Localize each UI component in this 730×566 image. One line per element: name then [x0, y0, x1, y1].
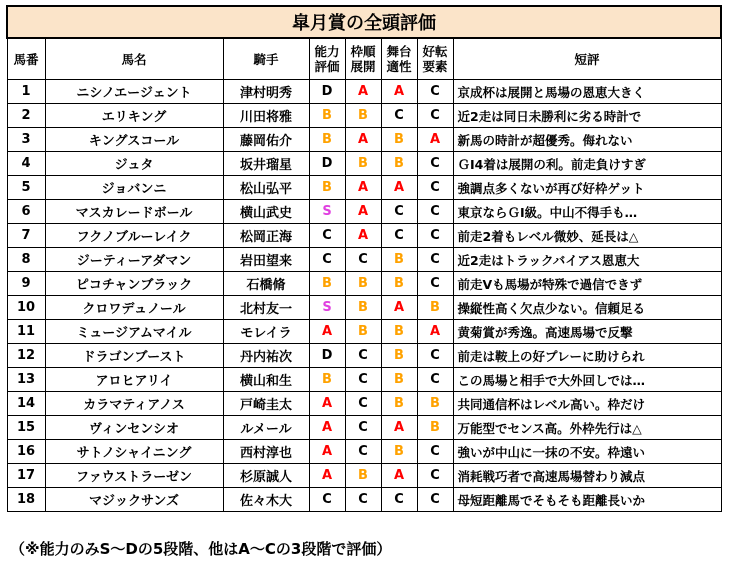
table-body — [7, 80, 721, 512]
cell-course: C — [381, 104, 417, 128]
cell-comment: 共同通信杯はレベル高い。枠だけ — [453, 392, 721, 416]
header-factor-line2: 要素 — [422, 59, 448, 74]
cell-ability: B — [309, 368, 345, 392]
header-num: 馬番 — [7, 38, 45, 80]
cell-draw: C — [345, 416, 381, 440]
cell-factor: B — [417, 416, 453, 440]
cell-comment: 黄菊賞が秀逸。高速馬場で反撃 — [453, 320, 721, 344]
cell-num: 11 — [7, 320, 45, 344]
table-row — [7, 392, 721, 416]
cell-factor: C — [417, 344, 453, 368]
table-row — [7, 80, 721, 104]
cell-comment: 消耗戦巧者で高速馬場替わり減点 — [453, 464, 721, 488]
cell-course: B — [381, 152, 417, 176]
cell-course: A — [381, 464, 417, 488]
cell-course: B — [381, 392, 417, 416]
cell-course: B — [381, 440, 417, 464]
cell-draw: B — [345, 272, 381, 296]
cell-jockey: 石橋脩 — [223, 272, 309, 296]
cell-factor: C — [417, 440, 453, 464]
cell-horse: ジュタ — [45, 152, 223, 176]
header-course — [381, 38, 417, 80]
header-course-line2: 適性 — [386, 59, 412, 74]
cell-comment: 操縦性高く欠点少ない。信頼足る — [453, 296, 721, 320]
cell-draw: A — [345, 80, 381, 104]
cell-comment: この馬場と相手で大外回しでは… — [453, 368, 721, 392]
table-row — [7, 416, 721, 440]
cell-jockey: 坂井瑠星 — [223, 152, 309, 176]
cell-factor: C — [417, 272, 453, 296]
cell-course: A — [381, 416, 417, 440]
cell-course: B — [381, 344, 417, 368]
cell-draw: C — [345, 248, 381, 272]
header-jockey: 騎手 — [223, 38, 309, 80]
cell-draw: B — [345, 104, 381, 128]
cell-draw: A — [345, 224, 381, 248]
cell-ability: A — [309, 416, 345, 440]
cell-ability: S — [309, 296, 345, 320]
cell-comment: 京成杯は展開と馬場の恩恵大きく — [453, 80, 721, 104]
table-row — [7, 440, 721, 464]
cell-factor: C — [417, 368, 453, 392]
cell-factor: B — [417, 296, 453, 320]
table-row — [7, 152, 721, 176]
table-title: 皐月賞の全頭評価 — [7, 6, 721, 38]
cell-factor: C — [417, 224, 453, 248]
cell-draw: A — [345, 200, 381, 224]
cell-horse: ニシノエージェント — [45, 80, 223, 104]
cell-ability: D — [309, 80, 345, 104]
cell-course: C — [381, 488, 417, 512]
table-row — [7, 224, 721, 248]
cell-jockey: 杉原誠人 — [223, 464, 309, 488]
cell-draw: C — [345, 392, 381, 416]
cell-jockey: 岩田望来 — [223, 248, 309, 272]
cell-comment: 前走Vも馬場が特殊で過信できず — [453, 272, 721, 296]
cell-ability: A — [309, 392, 345, 416]
cell-course: B — [381, 368, 417, 392]
cell-factor: C — [417, 488, 453, 512]
header-horse: 馬名 — [45, 38, 223, 80]
cell-jockey: 川田将雅 — [223, 104, 309, 128]
cell-jockey: 藤岡佑介 — [223, 128, 309, 152]
cell-horse: ドラゴンブースト — [45, 344, 223, 368]
cell-horse: アロヒアリイ — [45, 368, 223, 392]
cell-draw: C — [345, 488, 381, 512]
header-draw-line2: 展開 — [350, 59, 376, 74]
cell-horse: マジックサンズ — [45, 488, 223, 512]
cell-factor: C — [417, 464, 453, 488]
cell-num: 16 — [7, 440, 45, 464]
cell-jockey: モレイラ — [223, 320, 309, 344]
cell-horse: マスカレードボール — [45, 200, 223, 224]
cell-course: B — [381, 272, 417, 296]
cell-horse: ジーティーアダマン — [45, 248, 223, 272]
cell-jockey: ルメール — [223, 416, 309, 440]
cell-horse: フクノブルーレイク — [45, 224, 223, 248]
cell-factor: C — [417, 80, 453, 104]
cell-course: A — [381, 296, 417, 320]
cell-jockey: 松岡正海 — [223, 224, 309, 248]
cell-comment: 近2走は同日未勝利に劣る時計で — [453, 104, 721, 128]
cell-ability: D — [309, 152, 345, 176]
table-row — [7, 344, 721, 368]
cell-ability: D — [309, 344, 345, 368]
cell-draw: C — [345, 368, 381, 392]
cell-jockey: 津村明秀 — [223, 80, 309, 104]
cell-draw: B — [345, 320, 381, 344]
cell-num: 6 — [7, 200, 45, 224]
cell-ability: C — [309, 224, 345, 248]
table-row — [7, 296, 721, 320]
cell-draw: C — [345, 440, 381, 464]
cell-num: 1 — [7, 80, 45, 104]
evaluation-table-container — [6, 5, 720, 512]
cell-ability: B — [309, 128, 345, 152]
cell-ability: C — [309, 248, 345, 272]
evaluation-table — [6, 5, 722, 512]
table-row — [7, 200, 721, 224]
cell-num: 10 — [7, 296, 45, 320]
footnote: （※能力のみS～Dの5段階、他はA～Cの3段階で評価） — [10, 540, 392, 558]
cell-num: 7 — [7, 224, 45, 248]
cell-horse: エリキング — [45, 104, 223, 128]
cell-num: 13 — [7, 368, 45, 392]
table-row — [7, 368, 721, 392]
cell-draw: A — [345, 176, 381, 200]
cell-factor: C — [417, 104, 453, 128]
cell-jockey: 戸崎圭太 — [223, 392, 309, 416]
cell-comment: ＧⅠ4着は展開の利。前走負けすぎ — [453, 152, 721, 176]
cell-factor: A — [417, 320, 453, 344]
cell-course: C — [381, 224, 417, 248]
cell-factor: B — [417, 392, 453, 416]
cell-horse: キングスコール — [45, 128, 223, 152]
cell-jockey: 西村淳也 — [223, 440, 309, 464]
cell-horse: カラマティアノス — [45, 392, 223, 416]
header-factor — [417, 38, 453, 80]
table-row — [7, 464, 721, 488]
cell-course: A — [381, 176, 417, 200]
cell-ability: S — [309, 200, 345, 224]
cell-num: 18 — [7, 488, 45, 512]
cell-factor: C — [417, 152, 453, 176]
header-comment: 短評 — [453, 38, 721, 80]
header-draw — [345, 38, 381, 80]
cell-num: 9 — [7, 272, 45, 296]
cell-num: 5 — [7, 176, 45, 200]
cell-course: B — [381, 320, 417, 344]
cell-num: 17 — [7, 464, 45, 488]
header-ability-line2: 評価 — [314, 59, 340, 74]
cell-horse: ミュージアムマイル — [45, 320, 223, 344]
cell-jockey: 佐々木大 — [223, 488, 309, 512]
header-ability — [309, 38, 345, 80]
table-row — [7, 248, 721, 272]
cell-horse: ピコチャンブラック — [45, 272, 223, 296]
cell-course: A — [381, 80, 417, 104]
header-ability-line1: 能力 — [314, 44, 340, 59]
table-row — [7, 272, 721, 296]
cell-ability: A — [309, 440, 345, 464]
cell-num: 12 — [7, 344, 45, 368]
cell-factor: C — [417, 176, 453, 200]
header-factor-line1: 好転 — [422, 44, 448, 59]
cell-ability: B — [309, 104, 345, 128]
cell-comment: 母短距離馬でそもそも距離長いか — [453, 488, 721, 512]
cell-ability: A — [309, 320, 345, 344]
cell-comment: 近2走はトラックバイアス恩恵大 — [453, 248, 721, 272]
cell-ability: A — [309, 464, 345, 488]
cell-comment: 強いが中山に一抹の不安。枠遠い — [453, 440, 721, 464]
table-row — [7, 320, 721, 344]
cell-course: B — [381, 248, 417, 272]
cell-draw: A — [345, 128, 381, 152]
cell-comment: 万能型でセンス高。外枠先行は△ — [453, 416, 721, 440]
header-row — [7, 38, 721, 80]
cell-draw: C — [345, 344, 381, 368]
cell-horse: サトノシャイニング — [45, 440, 223, 464]
cell-num: 4 — [7, 152, 45, 176]
cell-jockey: 北村友一 — [223, 296, 309, 320]
cell-factor: A — [417, 128, 453, 152]
cell-comment: 新馬の時計が超優秀。侮れない — [453, 128, 721, 152]
cell-horse: ヴィンセンシオ — [45, 416, 223, 440]
cell-jockey: 横山和生 — [223, 368, 309, 392]
cell-draw: B — [345, 152, 381, 176]
cell-jockey: 松山弘平 — [223, 176, 309, 200]
cell-course: B — [381, 128, 417, 152]
table-row — [7, 128, 721, 152]
cell-factor: C — [417, 200, 453, 224]
cell-course: C — [381, 200, 417, 224]
header-draw-line1: 枠順 — [350, 44, 376, 59]
cell-num: 14 — [7, 392, 45, 416]
cell-jockey: 横山武史 — [223, 200, 309, 224]
cell-horse: クロワデュノール — [45, 296, 223, 320]
table-row — [7, 104, 721, 128]
cell-factor: C — [417, 248, 453, 272]
header-course-line1: 舞台 — [386, 44, 412, 59]
cell-comment: 東京ならＧⅠ級。中山不得手も… — [453, 200, 721, 224]
cell-horse: ファウストラーゼン — [45, 464, 223, 488]
cell-ability: C — [309, 488, 345, 512]
cell-horse: ジョバンニ — [45, 176, 223, 200]
cell-comment: 強調点多くないが再び好枠ゲット — [453, 176, 721, 200]
cell-num: 3 — [7, 128, 45, 152]
cell-jockey: 丹内祐次 — [223, 344, 309, 368]
table-row — [7, 176, 721, 200]
cell-draw: B — [345, 464, 381, 488]
cell-ability: B — [309, 176, 345, 200]
cell-comment: 前走2着もレベル微妙、延長は△ — [453, 224, 721, 248]
cell-ability: B — [309, 272, 345, 296]
cell-num: 15 — [7, 416, 45, 440]
title-row — [7, 6, 721, 38]
cell-num: 2 — [7, 104, 45, 128]
cell-draw: B — [345, 296, 381, 320]
table-row — [7, 488, 721, 512]
cell-num: 8 — [7, 248, 45, 272]
cell-comment: 前走は鞍上の好プレーに助けられ — [453, 344, 721, 368]
